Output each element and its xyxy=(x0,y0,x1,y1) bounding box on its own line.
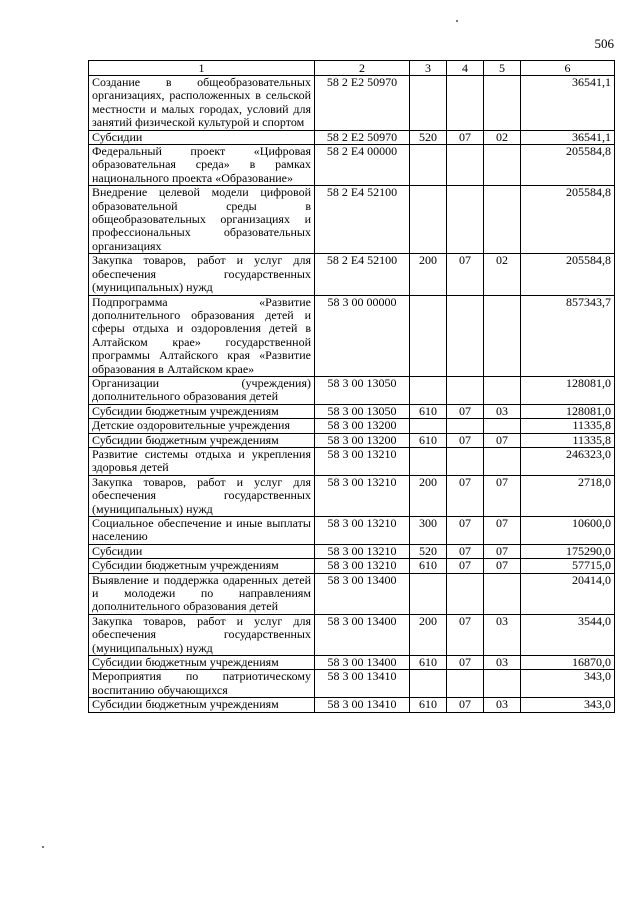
cell-vr: 610 xyxy=(410,433,447,447)
cell-rz: 07 xyxy=(447,614,484,655)
table-row xyxy=(89,559,615,573)
cell-rz: 07 xyxy=(447,559,484,573)
cell-pr: 07 xyxy=(484,517,521,545)
cell-rz xyxy=(447,376,484,404)
cell-amount: 128081,0 xyxy=(521,376,615,404)
cell-amount: 175290,0 xyxy=(521,544,615,558)
cell-vr xyxy=(410,76,447,131)
cell-amount: 205584,8 xyxy=(521,145,615,186)
cell-code: 58 3 00 13410 xyxy=(315,670,410,698)
cell-pr: 07 xyxy=(484,433,521,447)
cell-code: 58 3 00 13210 xyxy=(315,559,410,573)
cell-amount: 128081,0 xyxy=(521,404,615,418)
table-row xyxy=(89,186,615,254)
cell-amount: 36541,1 xyxy=(521,76,615,131)
cell-rz xyxy=(447,76,484,131)
cell-pr: 03 xyxy=(484,698,521,712)
cell-amount: 11335,8 xyxy=(521,419,615,433)
table-row xyxy=(89,145,615,186)
cell-amount: 57715,0 xyxy=(521,559,615,573)
cell-code: 58 2 E4 52100 xyxy=(315,254,410,295)
cell-name: Детские оздоровительные учреждения xyxy=(89,419,315,433)
table-row xyxy=(89,433,615,447)
cell-rz xyxy=(447,573,484,614)
cell-pr xyxy=(484,447,521,475)
cell-rz: 07 xyxy=(447,404,484,418)
cell-rz: 07 xyxy=(447,254,484,295)
cell-name: Подпрограмма «Развитие дополнительного образования детей и сферы отдыха и оздоровления детей в Алтайском крае» государственной программы Алтайского края «Развитие образования в Алтайском крае» xyxy=(89,295,315,376)
cell-vr xyxy=(410,145,447,186)
cell-rz: 07 xyxy=(447,544,484,558)
scan-speck xyxy=(42,846,44,848)
cell-code: 58 2 E2 50970 xyxy=(315,130,410,144)
cell-code: 58 3 00 00000 xyxy=(315,295,410,376)
cell-pr xyxy=(484,573,521,614)
budget-table xyxy=(88,60,615,713)
cell-name: Субсидии бюджетным учреждениям xyxy=(89,404,315,418)
cell-name: Развитие системы отдыха и укрепления здоровья детей xyxy=(89,447,315,475)
cell-code: 58 3 00 13200 xyxy=(315,419,410,433)
cell-name: Мероприятия по патриотическому воспитанию обучающихся xyxy=(89,670,315,698)
cell-code: 58 3 00 13210 xyxy=(315,544,410,558)
cell-amount: 246323,0 xyxy=(521,447,615,475)
cell-vr: 610 xyxy=(410,559,447,573)
header-cell: 1 xyxy=(89,61,315,76)
cell-vr xyxy=(410,573,447,614)
scan-speck xyxy=(456,20,458,22)
header-cell: 5 xyxy=(484,61,521,76)
cell-amount: 205584,8 xyxy=(521,186,615,254)
cell-name: Субсидии бюджетным учреждениям xyxy=(89,559,315,573)
cell-pr: 02 xyxy=(484,254,521,295)
table-row xyxy=(89,475,615,516)
cell-vr: 300 xyxy=(410,517,447,545)
table-row xyxy=(89,544,615,558)
cell-pr xyxy=(484,76,521,131)
cell-rz: 07 xyxy=(447,656,484,670)
table-row xyxy=(89,447,615,475)
cell-code: 58 3 00 13050 xyxy=(315,404,410,418)
cell-code: 58 3 00 13210 xyxy=(315,475,410,516)
cell-vr xyxy=(410,670,447,698)
cell-amount: 10600,0 xyxy=(521,517,615,545)
cell-name: Внедрение целевой модели цифровой образовательной среды в общеобразовательных организациях и профессиональных образовательных организациях xyxy=(89,186,315,254)
table-row xyxy=(89,76,615,131)
cell-code: 58 3 00 13210 xyxy=(315,517,410,545)
cell-rz xyxy=(447,186,484,254)
table-row xyxy=(89,254,615,295)
cell-name: Закупка товаров, работ и услуг для обеспечения государственных (муниципальных) нужд xyxy=(89,614,315,655)
cell-code: 58 3 00 13200 xyxy=(315,433,410,447)
cell-amount: 36541,1 xyxy=(521,130,615,144)
cell-pr xyxy=(484,670,521,698)
cell-rz: 07 xyxy=(447,517,484,545)
header-row xyxy=(89,61,615,76)
cell-pr xyxy=(484,419,521,433)
cell-vr xyxy=(410,447,447,475)
cell-name: Субсидии xyxy=(89,544,315,558)
cell-name: Создание в общеобразовательных организациях, расположенных в сельской местности и малых городах, условий для занятий физической культурой и спортом xyxy=(89,76,315,131)
cell-vr: 520 xyxy=(410,544,447,558)
cell-rz: 07 xyxy=(447,475,484,516)
cell-rz xyxy=(447,447,484,475)
cell-name: Выявление и поддержка одаренных детей и молодежи по направлениям дополнительного образования детей xyxy=(89,573,315,614)
cell-name: Субсидии бюджетным учреждениям xyxy=(89,433,315,447)
cell-code: 58 3 00 13400 xyxy=(315,573,410,614)
table-row xyxy=(89,517,615,545)
cell-code: 58 3 00 13050 xyxy=(315,376,410,404)
cell-pr xyxy=(484,186,521,254)
page-number: 506 xyxy=(594,36,614,51)
cell-amount: 20414,0 xyxy=(521,573,615,614)
cell-vr xyxy=(410,186,447,254)
cell-pr xyxy=(484,376,521,404)
cell-amount: 343,0 xyxy=(521,670,615,698)
cell-name: Социальное обеспечение и иные выплаты населению xyxy=(89,517,315,545)
cell-rz: 07 xyxy=(447,698,484,712)
cell-amount: 857343,7 xyxy=(521,295,615,376)
cell-name: Федеральный проект «Цифровая образовательная среда» в рамках национального проекта «Образование» xyxy=(89,145,315,186)
cell-vr xyxy=(410,376,447,404)
cell-vr: 610 xyxy=(410,656,447,670)
table-row xyxy=(89,614,615,655)
cell-rz xyxy=(447,145,484,186)
cell-code: 58 3 00 13210 xyxy=(315,447,410,475)
table-row xyxy=(89,670,615,698)
cell-vr: 200 xyxy=(410,614,447,655)
cell-pr xyxy=(484,145,521,186)
cell-pr: 03 xyxy=(484,404,521,418)
cell-vr: 520 xyxy=(410,130,447,144)
cell-rz xyxy=(447,295,484,376)
cell-vr: 200 xyxy=(410,475,447,516)
table-row xyxy=(89,573,615,614)
cell-name: Субсидии бюджетным учреждениям xyxy=(89,698,315,712)
cell-name: Организации (учреждения) дополнительного образования детей xyxy=(89,376,315,404)
table-row xyxy=(89,404,615,418)
cell-pr: 07 xyxy=(484,544,521,558)
cell-amount: 11335,8 xyxy=(521,433,615,447)
cell-rz: 07 xyxy=(447,433,484,447)
cell-code: 58 3 00 13400 xyxy=(315,656,410,670)
cell-name: Субсидии xyxy=(89,130,315,144)
header-cell: 3 xyxy=(410,61,447,76)
cell-rz xyxy=(447,419,484,433)
table-row xyxy=(89,295,615,376)
cell-vr xyxy=(410,419,447,433)
cell-vr: 610 xyxy=(410,698,447,712)
cell-vr: 200 xyxy=(410,254,447,295)
table-row xyxy=(89,376,615,404)
cell-pr: 03 xyxy=(484,656,521,670)
cell-amount: 205584,8 xyxy=(521,254,615,295)
cell-pr: 03 xyxy=(484,614,521,655)
cell-code: 58 2 E4 52100 xyxy=(315,186,410,254)
table-row xyxy=(89,698,615,712)
table-row xyxy=(89,419,615,433)
cell-vr xyxy=(410,295,447,376)
cell-code: 58 3 00 13400 xyxy=(315,614,410,655)
header-cell: 2 xyxy=(315,61,410,76)
cell-amount: 343,0 xyxy=(521,698,615,712)
cell-name: Закупка товаров, работ и услуг для обеспечения государственных (муниципальных) нужд xyxy=(89,475,315,516)
cell-amount: 16870,0 xyxy=(521,656,615,670)
cell-amount: 2718,0 xyxy=(521,475,615,516)
cell-name: Закупка товаров, работ и услуг для обеспечения государственных (муниципальных) нужд xyxy=(89,254,315,295)
cell-rz xyxy=(447,670,484,698)
cell-name: Субсидии бюджетным учреждениям xyxy=(89,656,315,670)
cell-pr xyxy=(484,295,521,376)
header-cell: 6 xyxy=(521,61,615,76)
cell-code: 58 3 00 13410 xyxy=(315,698,410,712)
table-row xyxy=(89,656,615,670)
cell-rz: 07 xyxy=(447,130,484,144)
cell-vr: 610 xyxy=(410,404,447,418)
cell-pr: 07 xyxy=(484,475,521,516)
cell-code: 58 2 E4 00000 xyxy=(315,145,410,186)
header-cell: 4 xyxy=(447,61,484,76)
cell-amount: 3544,0 xyxy=(521,614,615,655)
cell-pr: 02 xyxy=(484,130,521,144)
cell-pr: 07 xyxy=(484,559,521,573)
cell-code: 58 2 E2 50970 xyxy=(315,76,410,131)
table-row xyxy=(89,130,615,144)
